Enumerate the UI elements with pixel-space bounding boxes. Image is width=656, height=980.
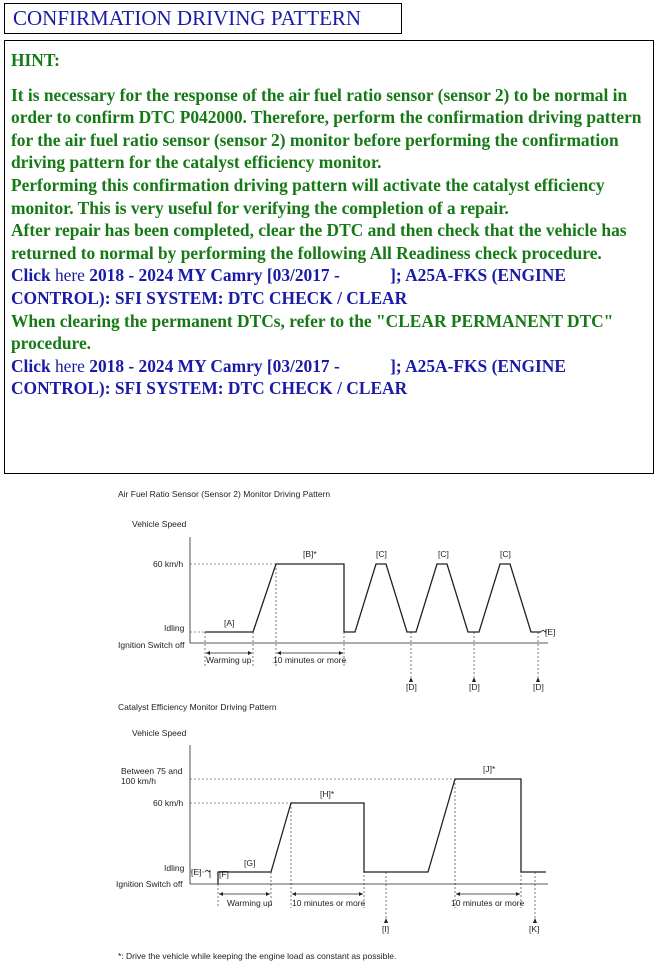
- hint-label: HINT:: [11, 50, 60, 70]
- diagram-2-ten-minutes-label-2: 10 minutes or more: [451, 898, 525, 908]
- link-text-part-2: ]; A25A-FKS (ENGINE CONTROL): SFI SYSTEM: DTC CHECK / CLEAR: [11, 265, 566, 308]
- diagram-2-label-e: [E]: [191, 867, 202, 877]
- diagram-2-level-ignition-off: Ignition Switch off: [116, 879, 183, 889]
- diagram-2-level-idle: Idling: [164, 863, 185, 873]
- diagram-2-speed-profile: [218, 779, 546, 884]
- diagram-2-label-f: [F]: [219, 869, 229, 879]
- dtc-check-link-1[interactable]: here: [54, 265, 85, 286]
- diagram-1-y-axis-label: Vehicle Speed: [132, 519, 187, 529]
- diagram-1-level-60: 60 km/h: [153, 559, 184, 569]
- diagram-1-label-d-3: [D]: [533, 682, 544, 692]
- diagram-2-warming-up-label: Warming up: [227, 898, 273, 908]
- diagram-1-title: Air Fuel Ratio Sensor (Sensor 2) Monitor Driving Pattern: [118, 489, 331, 499]
- diagram-2-y-axis-label: Vehicle Speed: [132, 728, 187, 738]
- diagram-2-label-i: [I]: [382, 924, 390, 934]
- diagram-1-ten-minutes-label: 10 minutes or more: [273, 655, 347, 665]
- hint-paragraph-4: When clearing the permanent DTCs, refer to the "CLEAR PERMANENT DTC" procedure.: [11, 310, 614, 354]
- diagram-1-label-d-1: [D]: [406, 682, 417, 692]
- diagram-1-label-c-2: [C]: [438, 549, 449, 559]
- link-text-part-2: ]; A25A-FKS (ENGINE CONTROL): SFI SYSTEM: DTC CHECK / CLEAR: [11, 355, 566, 399]
- diagram-1-label-a: [A]: [224, 618, 235, 628]
- hint-paragraph-3: After repair has been completed, clear the DTC and then check that the vehicle has returned to normal by performing the following All Readiness check procedure.: [11, 220, 627, 263]
- diagram-1-level-ignition-off: Ignition Switch off: [118, 640, 185, 650]
- diagram-1-warming-up-label: Warming up: [206, 655, 252, 665]
- diagram-2-level-high-line-1: Between 75 and: [121, 766, 183, 776]
- link-text-part-1: 2018 - 2024 MY Camry [03/2017 -: [84, 355, 345, 376]
- hint-paragraph-2: Performing this confirmation driving pattern will activate the catalyst efficiency monitor. This is very useful for verifying the completion of a repair.: [11, 174, 605, 218]
- link-prefix: Click: [11, 355, 55, 376]
- dtc-check-link-2[interactable]: here: [54, 355, 85, 376]
- diagram-1-label-b: [B]*: [303, 549, 317, 559]
- page-title: CONFIRMATION DRIVING PATTERN: [4, 3, 402, 34]
- link-prefix: Click: [11, 265, 55, 286]
- hint-paragraph-1: It is necessary for the response of the air fuel ratio sensor (sensor 2) to be normal in order to confirm DTC P042000. Therefore, perform the confirmation driving pattern for the air fuel ratio sensor (sensor 2) monitor before performing the confirmation driving pattern for the catalyst efficiency monitor.: [11, 84, 642, 173]
- diagram-2-title: Catalyst Efficiency Monitor Driving Pattern: [118, 702, 277, 712]
- diagram-1-label-e: [E]: [545, 627, 556, 637]
- diagram-2-label-h: [H]*: [320, 789, 335, 799]
- diagram-2-level-high-line-2: 100 km/h: [121, 776, 156, 786]
- diagram-1: [118, 489, 555, 692]
- diagram-2-label-k: [K]: [529, 924, 540, 934]
- diagram-2-ten-minutes-label-1: 10 minutes or more: [292, 898, 366, 908]
- diagram-1-speed-profile: [205, 564, 541, 632]
- footnote: *: Drive the vehicle while keeping the engine load as constant as possible.: [118, 951, 397, 961]
- link-text-part-1: 2018 - 2024 MY Camry [03/2017 -: [84, 265, 345, 286]
- diagram-2-level-60: 60 km/h: [153, 798, 184, 808]
- diagram-1-label-d-2: [D]: [469, 682, 480, 692]
- diagram-2: [116, 702, 548, 934]
- diagram-2-label-j: [J]*: [483, 764, 496, 774]
- diagram-1-label-c-3: [C]: [500, 549, 511, 559]
- diagram-1-label-c-1: [C]: [376, 549, 387, 559]
- diagram-1-level-idle: Idling: [164, 623, 185, 633]
- diagram-2-label-g: [G]: [244, 858, 256, 868]
